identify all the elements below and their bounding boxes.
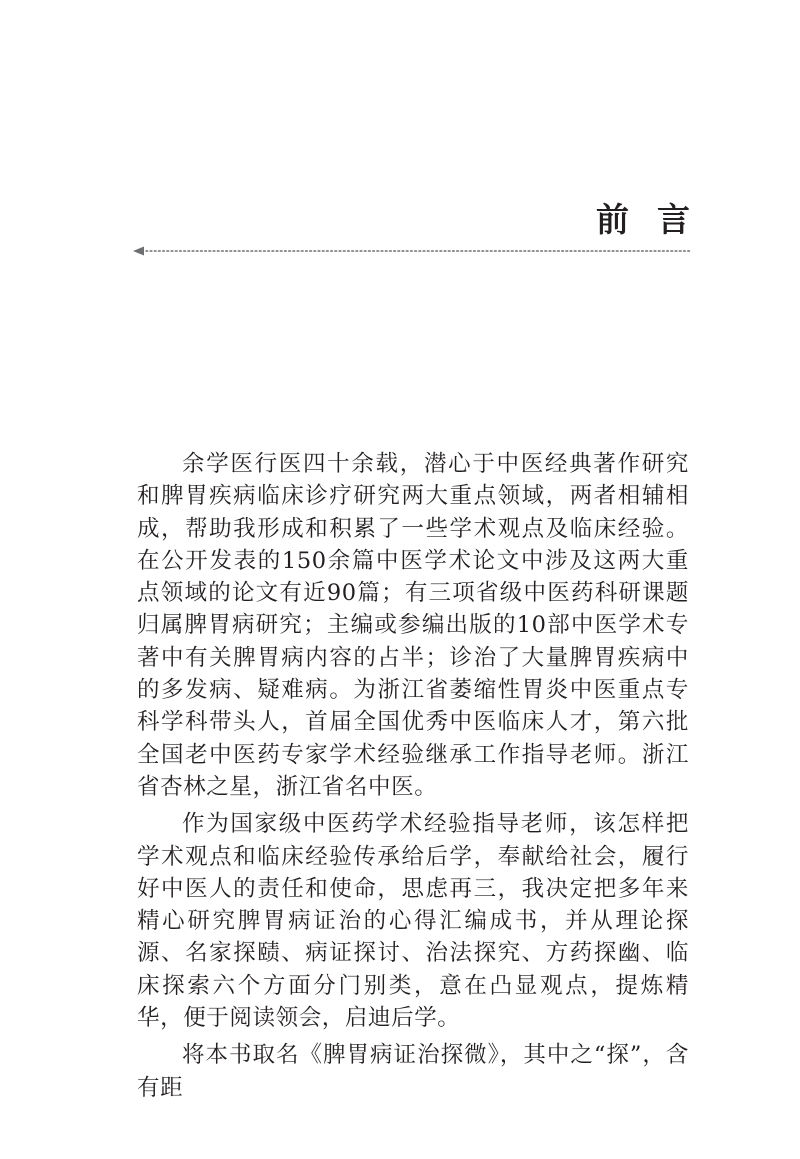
paragraph-1: 余学医行医四十余载，潜心于中医经典著作研究和脾胃疾病临床诊疗研究两大重点领域，两者相辅相成，帮助我形成和积累了一些学术观点及临床经验。在公开发表的150余篇中医学术论文中涉及这两大重点领域的论文有近90篇；有三项省级中医药科研课题归属脾胃病研究；主编或参编出版的10部中医学术专著中有关脾胃病内容的占半；诊治了大量脾胃疾病中的多发病、疑难病。为浙江省萎缩性胃炎中医重点专科学科带头人，首届全国优秀中医临床人才，第六批全国老中医药专家学术经验继承工作指导老师。浙江省杏林之星，浙江省名中医。 [137, 451, 689, 800]
arrow-head-icon [133, 247, 144, 256]
paragraph-2: 作为国家级中医药学术经验指导老师，该怎样把学术观点和临床经验传承给后学，奉献给社会，履行好中医人的责任和使命，思虑再三，我决定把多年来精心研究脾胃病证治的心得汇编成书，并从理论探源、名家探赜、病证探讨、治法探究、方药探幽、临床探索六个方面分门别类，意在凸显观点，提炼精华，便于阅读领会，启迪后学。 [137, 811, 689, 1032]
paragraph-3: 将本书取名《脾胃病证治探微》，其中之“探”，含有距 [137, 1042, 689, 1101]
dotted-arrow-rule [133, 245, 691, 257]
page-title: 前言 [596, 200, 718, 239]
preface-body [137, 448, 689, 1109]
